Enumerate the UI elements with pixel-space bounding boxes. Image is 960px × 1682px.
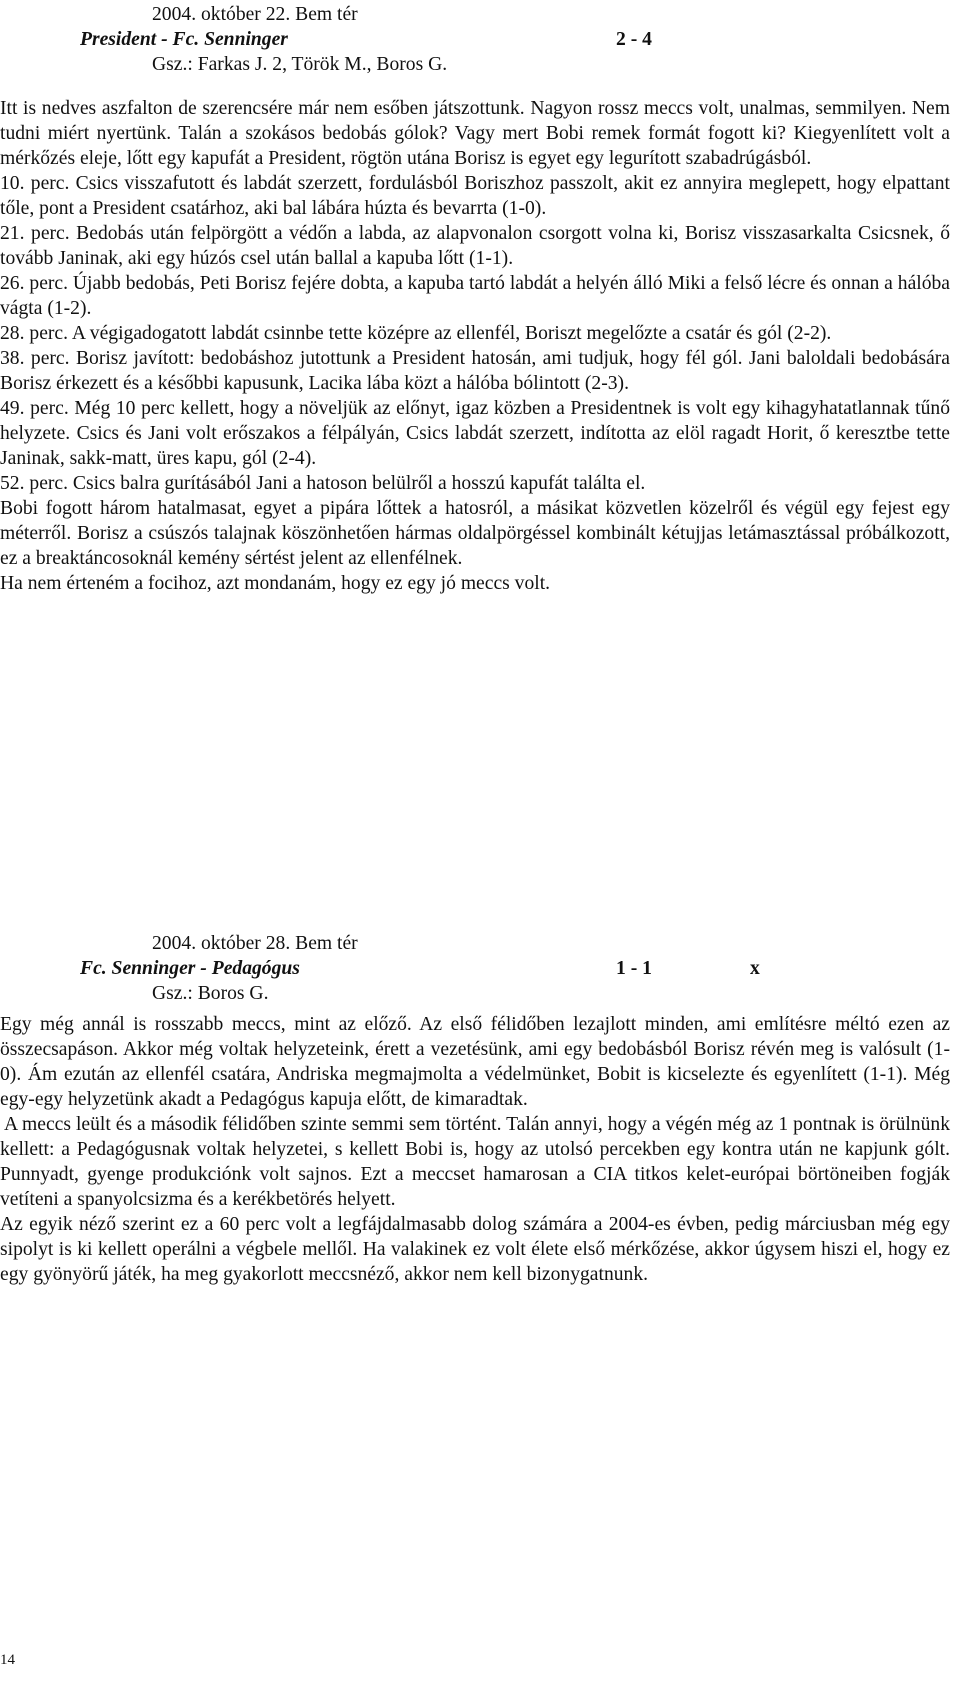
match2-paragraph: Az egyik néző szerint ez a 60 perc volt a legfájdalmasabb dolog számára a 2004-es évben, pedig márciusban még egy sipolyt is ki kellett operálni a végbele mellől. Ha valakinek ez volt élete első mérkőzése, akkor úgysem hiszi el, hogy ez egy gyönyörű játék, ha meg gyakorlott meccsnéző, akkor nem kell bizonygatnunk.	[0, 1214, 950, 1285]
match1-header	[80, 2, 960, 77]
match1-paragraph: Bobi fogott három hatalmasat, egyet a pipára lőttek a hatosról, a másikat közvetlen közelről és végül egy fejest egy méterről. Borisz a csúszós talajnak köszönhetően hármas oldalpörgéssel kombinált kétujjas letámasztással próbálkozott, ez a breaktáncosoknál kemény sértést jelent az ellenfélnek.	[0, 498, 950, 569]
match1-paragraph: 52. perc. Csics balra gurításából Jani a hatoson belülről a hosszú kapufát találta el.	[0, 473, 646, 494]
match2-report	[0, 1012, 950, 1287]
match2-score: 1 - 1	[616, 958, 652, 979]
match1-scorers: Gsz.: Farkas J. 2, Török M., Boros G.	[152, 54, 448, 75]
match2-date-place: 2004. október 28. Bem tér	[152, 933, 358, 954]
match1-paragraph: 26. perc. Újabb bedobás, Peti Borisz fejére dobta, a kapuba tartó labdát a helyén álló Miki a felső lécre és onnan a hálóba vágta (1-2).	[0, 273, 950, 319]
match1-paragraph: 38. perc. Borisz javított: bedobáshoz jutottunk a President hatosán, ami tudjuk, hogy fél gól. Jani baloldali bedobására Borisz érkezett és a későbbi kapusunk, Lacika lába közt a hálóba bólintott (2-3).	[0, 348, 950, 394]
match1-title-row	[80, 27, 960, 52]
match2-paragraph: Egy még annál is rosszabb meccs, mint az előző. Az első félidőben lezajlott minden, ami említésre méltó ezen az összecsapáson. Akkor még voltak helyzeteink, érett a vezetésünk, ami egy bedobásból Borisz révén meg is valósult (1-0). Ám ezután az ellenfél csatára, Andriska megmajmolta a védelmünket, Bobit is kicselezte és egyenlített (1-1). Még egy-egy helyzetünk akadt a Pedagógus kapuja előtt, de kimaradtak.	[0, 1014, 950, 1110]
match1-paragraph: 28. perc. A végigadogatott labdát csinnbe tette középre az ellenfél, Boriszt megelőzte a csatár és gól (2-2).	[0, 323, 832, 344]
match2-title-row	[80, 956, 760, 981]
match2-mark: x	[750, 958, 760, 979]
match1-date-place: 2004. október 22. Bem tér	[152, 4, 358, 25]
match1-paragraph: 10. perc. Csics visszafutott és labdát szerzett, fordulásból Boriszhoz passzolt, akit ez annyira meglepett, hogy elpattant tőle, pont a President csatárhoz, aki bal lábára húzta és bevarrta (1-0).	[0, 173, 950, 219]
match2-header-wrap	[0, 929, 760, 1006]
match1-paragraph: 49. perc. Még 10 perc kellett, hogy a növeljük az előnyt, igaz közben a Presidentnek is volt egy kihagyhatatlannak tűnő helyzete. Csics és Jani volt erőszakos a félpályán, Csics labdát szerzett, indította az elöl ragadt Horit, ő keresztbe tette Janinak, sakk-matt, üres kapu, gól (2-4).	[0, 398, 950, 469]
match2-scorers: Gsz.: Boros G.	[152, 983, 269, 1004]
match2-title: Fc. Senninger - Pedagógus	[80, 958, 300, 979]
match1-paragraph: 21. perc. Bedobás után felpörgött a védőn a labda, az alapvonalon csorgott volna ki, Borisz visszasarkalta Csicsnek, ő tovább Janinak, aki egy húzós csel után ballal a kapuba lőtt (1-1).	[0, 223, 950, 269]
match1-paragraph: Ha nem érteném a focihoz, azt mondanám, hogy ez egy jó meccs volt.	[0, 573, 551, 594]
match1-report	[0, 96, 950, 596]
match2-header	[80, 931, 760, 1006]
match1-score: 2 - 4	[616, 29, 652, 50]
match1-paragraph: Itt is nedves aszfalton de szerencsére már nem esőben játszottunk. Nagyon rossz meccs volt, unalmas, semmilyen. Nem tudni miért nyertünk. Talán a szokásos bedobás gólok? Vagy mert Bobi remek formát fogott ki? Kiegyenlített volt a mérkőzés eleje, lőtt egy kapufát a President, rögtön utána Borisz is egyet egy legurított szabadrúgásból.	[0, 98, 950, 169]
match1-title: President - Fc. Senninger	[80, 29, 288, 50]
match2-paragraph: A meccs leült és a második félidőben szinte semmi sem történt. Talán annyi, hogy a végén még az 1 pontnak is örülnünk kellett: a Pedagógusnak voltak helyzetei, s kellett Bobi is, hogy az utolsó percekben egy kontra után ne kapjunk gólt. Punnyadt, gyenge produkciónk volt sajnos. Ezt a meccset hamarosan a CIA titkos kelet-európai börtöneiben fogják vetíteni a spanyolcsizma és a kerékbetörés helyett.	[0, 1114, 950, 1210]
page-number: 14	[0, 1652, 15, 1668]
